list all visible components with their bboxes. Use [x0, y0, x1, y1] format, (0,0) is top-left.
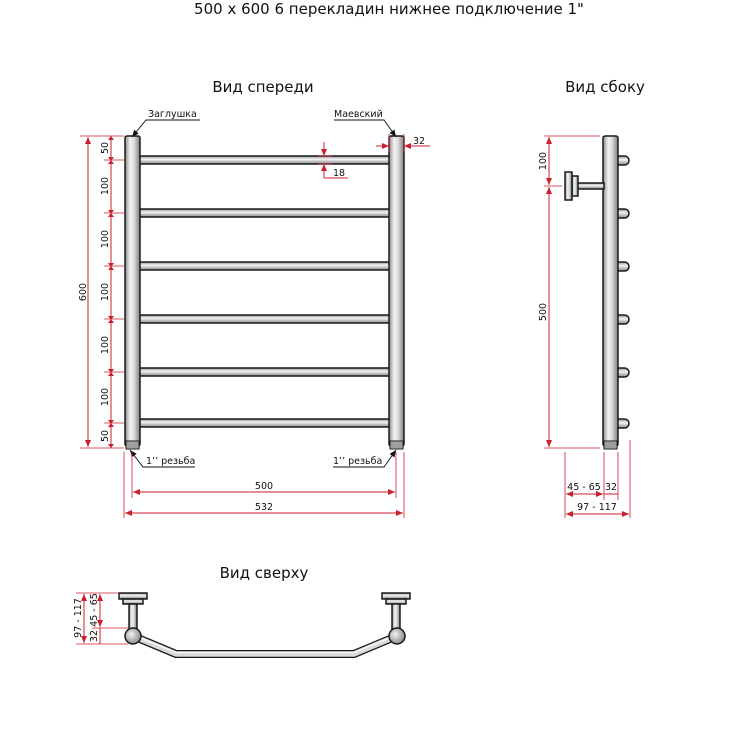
top-dim-pipe: 32 [89, 629, 100, 643]
right-riser [389, 136, 404, 446]
dim-segment: 100 [100, 229, 111, 249]
rung [137, 209, 393, 217]
wall-bracket [565, 172, 604, 200]
top-bracket-right [382, 593, 410, 630]
segment-dimensions [100, 136, 124, 448]
dim-segment: 100 [100, 387, 111, 407]
dim-segment: 50 [100, 141, 111, 155]
side-view [538, 78, 645, 518]
dim-segment: 100 [100, 335, 111, 355]
dim-segment: 100 [100, 176, 111, 196]
side-dim-wall-gap: 45 - 65 [567, 482, 601, 493]
front-rungs [137, 156, 393, 427]
rung [137, 368, 393, 376]
plug-label: Заглушка [148, 109, 197, 120]
mayevsky-label: Маевский [334, 109, 383, 120]
top-view [73, 564, 410, 654]
left-riser [125, 136, 140, 446]
rung [137, 419, 393, 427]
side-dim-pipe: 32 [604, 482, 618, 493]
thread-right-label: 1’’ резьба [333, 456, 383, 467]
rung [137, 156, 393, 164]
dim-width-outer: 532 [254, 502, 274, 513]
thread-left-label: 1’’ резьба [146, 456, 196, 467]
dim-rung-diameter: 18 [333, 168, 346, 179]
dim-width-inner: 500 [254, 481, 274, 492]
top-riser-right [389, 628, 405, 644]
side-dim-top-offset: 100 [538, 151, 549, 171]
dim-segment: 100 [100, 282, 111, 302]
dim-segment: 50 [100, 429, 111, 443]
rung [137, 262, 393, 270]
drawing-title: 500 x 600 6 перекладин нижнее подключение 1" [194, 0, 584, 18]
top-bracket-left [119, 593, 147, 630]
side-view-label: Вид сбоку [565, 78, 645, 96]
front-view-label: Вид спереди [212, 78, 314, 96]
top-view-label: Вид сверху [219, 564, 309, 582]
side-dim-depth: 97 - 117 [577, 502, 617, 513]
top-riser-left [125, 628, 141, 644]
front-view [78, 78, 430, 518]
dim-total-height: 600 [78, 282, 89, 302]
side-dim-bottom-span: 500 [538, 302, 549, 322]
side-riser [603, 136, 618, 446]
rung [137, 315, 393, 323]
dim-pipe-diameter: 32 [413, 136, 426, 147]
top-dim-wall-gap: 45 - 65 [89, 593, 100, 627]
top-dim-depth: 97 - 117 [73, 598, 84, 638]
